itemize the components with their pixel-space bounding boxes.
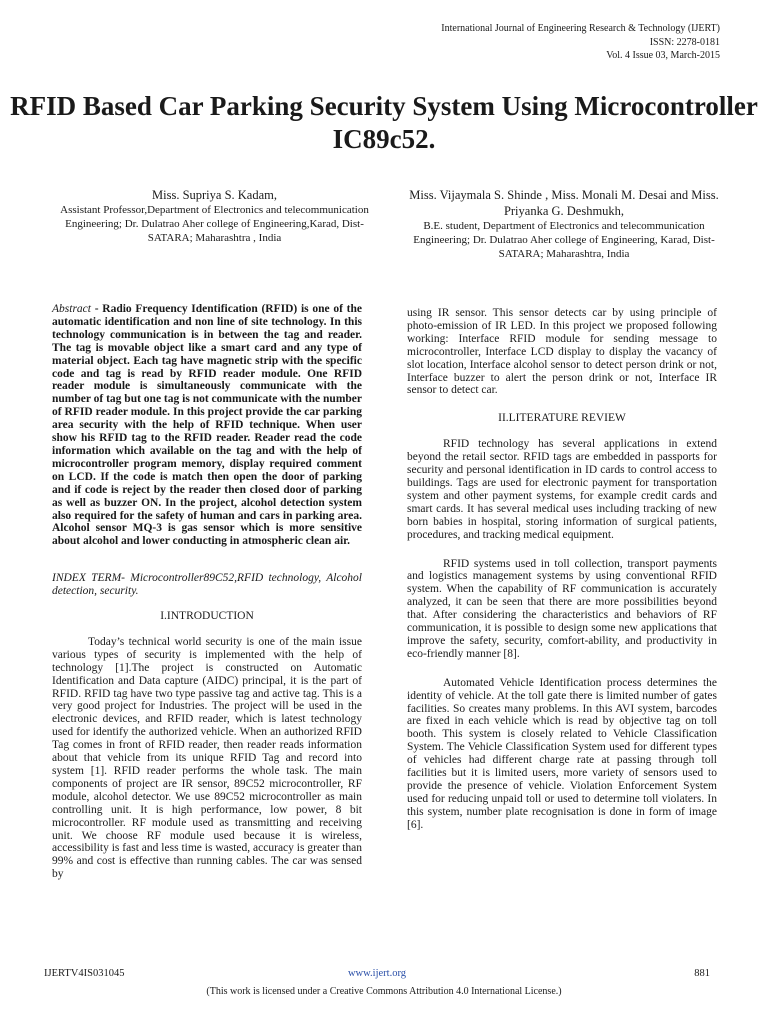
section-heading-introduction: I.INTRODUCTION [160, 610, 254, 623]
column-left [52, 303, 362, 881]
author-affiliation-right: B.E. student, Department of Electronics and telecommunication Engineering; Dr. Dulatrao Aher college of Engineering, Karad, Dist-SATARA; Maharashtra, India [413, 220, 715, 260]
author-name-left: Miss. Supriya S. Kadam, [152, 188, 277, 202]
journal-volume: Vol. 4 Issue 03, March-2015 [606, 50, 720, 61]
author-affiliation-left: Assistant Professor,Department of Electronics and telecommunication Engineering; Dr. Dulatrao Aher college of Engineering,Karad, Dist-SATARA; Maharashtra , India [60, 204, 369, 244]
author-name-right: Miss. Vijaymala S. Shinde , Miss. Monali M. Desai and Miss. Priyanka G. Deshmukh, [409, 188, 719, 218]
literature-paragraph-3: Automated Vehicle Identification process determines the identity of vehicle. At the toll gate there is limited number of gates facilities. So creates many problems. In this AVI system, barcodes are fixed in each vehicle which is read by objective tag on toll booth. This system is closely related to Vehicle Classification System. The Vehicle Classification System used for different types of vehicles had different charge rate at passing through toll facilities but it is limited users, more variety of sensors used to provide the presence of vehicle. Violation Enforcement System used for reducing unpaid toll or used to determine toll violaters. In this system, number plate recognisation is done in form of image [6]. [407, 676, 717, 831]
literature-paragraph-2: RFID systems used in toll collection, transport payments and logistics management systems by using conventional RFID system. When the capability of RF communication is accurately analyzed, it can be seen that there are more possibilities beyond that. After considering the characteristics and behaviors of RF communication, it is possible to design some new applications that improve the safety, security, comfort-ability, and productivity in eco-friendly manner [8]. [407, 557, 717, 660]
column-right [407, 307, 717, 832]
index-terms: INDEX TERM- Microcontroller89C52,RFID technology, Alcohol detection, security. [52, 572, 362, 598]
journal-issn: ISSN: 2278-0181 [649, 36, 720, 48]
journal-name: International Journal of Engineering Research & Technology (IJERT) [441, 23, 720, 34]
abstract-text: - Radio Frequency Identification (RFID) is one of the automatic identification and non line of site technology. In this technology communication is in between the tag and reader. The tag is movable object like a smart card and any type of material object. Each tag have magnetic strip with the specific code and tag is read by RFID reader module. One RFID reader module is simultaneously communicate with the number of tag but one tag is not communicate with the number of RFID reader module. In this project provide the car parking area security with the help of RFID technique. When user show his RFID tag to the RFID reader. Reader read the code information which available on the tag and with the help of microcontroller program memory, display required comment on LCD. If the code is match then open the door of parking and if code is reject by the reader then closed door of parking as well as buzzer ON. In the project, alcohol detection system also required for the safety of human and cars in parking area. Alcohol sensor MQ-3 is gas sensor which is more sensitive about alcohol and lower conducting in atmospheric clean air. [52, 303, 362, 548]
author-block-right [398, 187, 730, 261]
footer-paper-id: IJERTV4IS031045 [44, 968, 125, 979]
author-block-left [52, 187, 377, 245]
license-notice: (This work is licensed under a Creative Commons Attribution 4.0 International License.) [206, 986, 562, 997]
abstract [52, 303, 362, 548]
paper-title: RFID Based Car Parking Security System Using Microcontroller IC89c52. [10, 91, 758, 154]
section-heading-literature-review: II.LITERATURE REVIEW [498, 412, 626, 425]
literature-paragraph-1: RFID technology has several applications in extend beyond the retail sector. RFID tags are embedded in passports for security and personal identification in ID cards to control access to buildings. Tags are used for electronic payment for transportation system and other payment systems, for example credit cards and smart cards. It has several medical uses including tracking of new born babies in hospital, storing information of surgical patients, procedures, and tracking medical equipment. [407, 438, 717, 541]
introduction-continued: using IR sensor. This sensor detects car by using principle of photo-emission of IR LED. In this project we proposed following working: Interface RFID module for sending message to microcontroller, Interface LCD display to display the vacancy of slot location, Interface alcohol sensor to detect person drink or not, Interface buzzer to alert the person drink or not, Interface IR sensor to detect car. [407, 307, 717, 397]
abstract-label: Abstract [52, 303, 91, 315]
introduction-text: Today’s technical world security is one of the main issue various types of security is implemented with the help of technology [1].The project is constructed on Automatic Identification and Data capture (AIDC) principal, it is the part of RFID. RFID tag have two type passive tag and active tag. This is a very good project for Industries. The project will be used in the electronic devices, and RFID reader, which is latest technology used for identify the authorized vehicle. When an authorized RFID Tag comes in front of RFID reader, then reader reads information about that vehicle from its unique RFID Tag and record into system [1]. RFID reader performs the whole task. The main components of project are IR sensor, 89C52 microcontroller, RF module, alcohol detector. We use 89C52 microcontroller as main controlling unit. It is high performance, low power, 8 bit microcontroller. RF module used as transmitting and receiving unit. We choose RF module used because it is wireless, accessibility is fast and less time is wasted, accuracy is greater than 99% and cost is effective than running cables. The car was sensed by [52, 635, 362, 881]
footer-url-link[interactable]: www.ijert.org [347, 968, 407, 979]
journal-header [441, 22, 720, 63]
footer-page-number: 881 [694, 968, 710, 979]
